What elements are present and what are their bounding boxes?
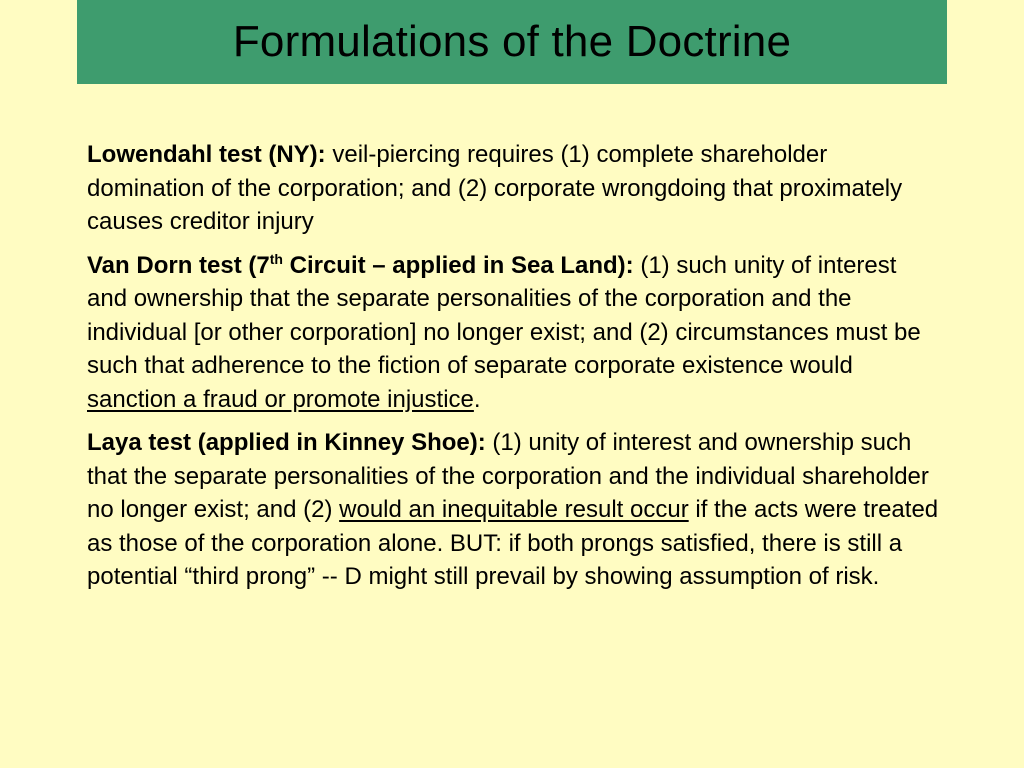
lowendahl-body: veil-piercing requires (1) complete shareholder domination of the corporation; and (2) corporate wrongdoing that proximately causes creditor injury [87,141,903,235]
slide-title: Formulations of the Doctrine [232,17,792,66]
title-bar [77,0,947,84]
laya-heading: Laya test (applied in Kinney Shoe): [87,429,486,456]
van-dorn-heading-post: Circuit – applied in Sea Land): [282,251,634,279]
van-dorn-heading-sup: th [269,250,283,267]
lowendahl-paragraph [87,138,942,239]
slide-body [87,138,942,604]
van-dorn-paragraph [87,249,942,417]
laya-paragraph [87,426,942,594]
laya-underlined: would an inequitable result occur [339,496,689,523]
laya-body: (1) unity of interest and ownership such that the separate personalities of the corporation and the individual shareholder no longer exist; and (2) [87,429,929,523]
van-dorn-tail: . [473,385,481,413]
van-dorn-heading-pre: Van Dorn test (7 [87,251,270,279]
van-dorn-underlined: sanction a fraud or promote injustice [87,385,474,413]
lowendahl-heading: Lowendahl test (NY): [87,141,326,168]
van-dorn-heading [87,252,634,279]
laya-tail: if the acts were treated as those of the corporation alone. BUT: if both prongs satisfied, there is still a potential “third prong” -- D might still prevail by showing assumption of risk. [87,496,939,590]
van-dorn-body: (1) such unity of interest and ownership that the separate personalities of the corporation and the individual [or other corporation] no longer exist; and (2) circumstances must be such that adherence to the fiction of separate corporate existence would [87,251,921,379]
